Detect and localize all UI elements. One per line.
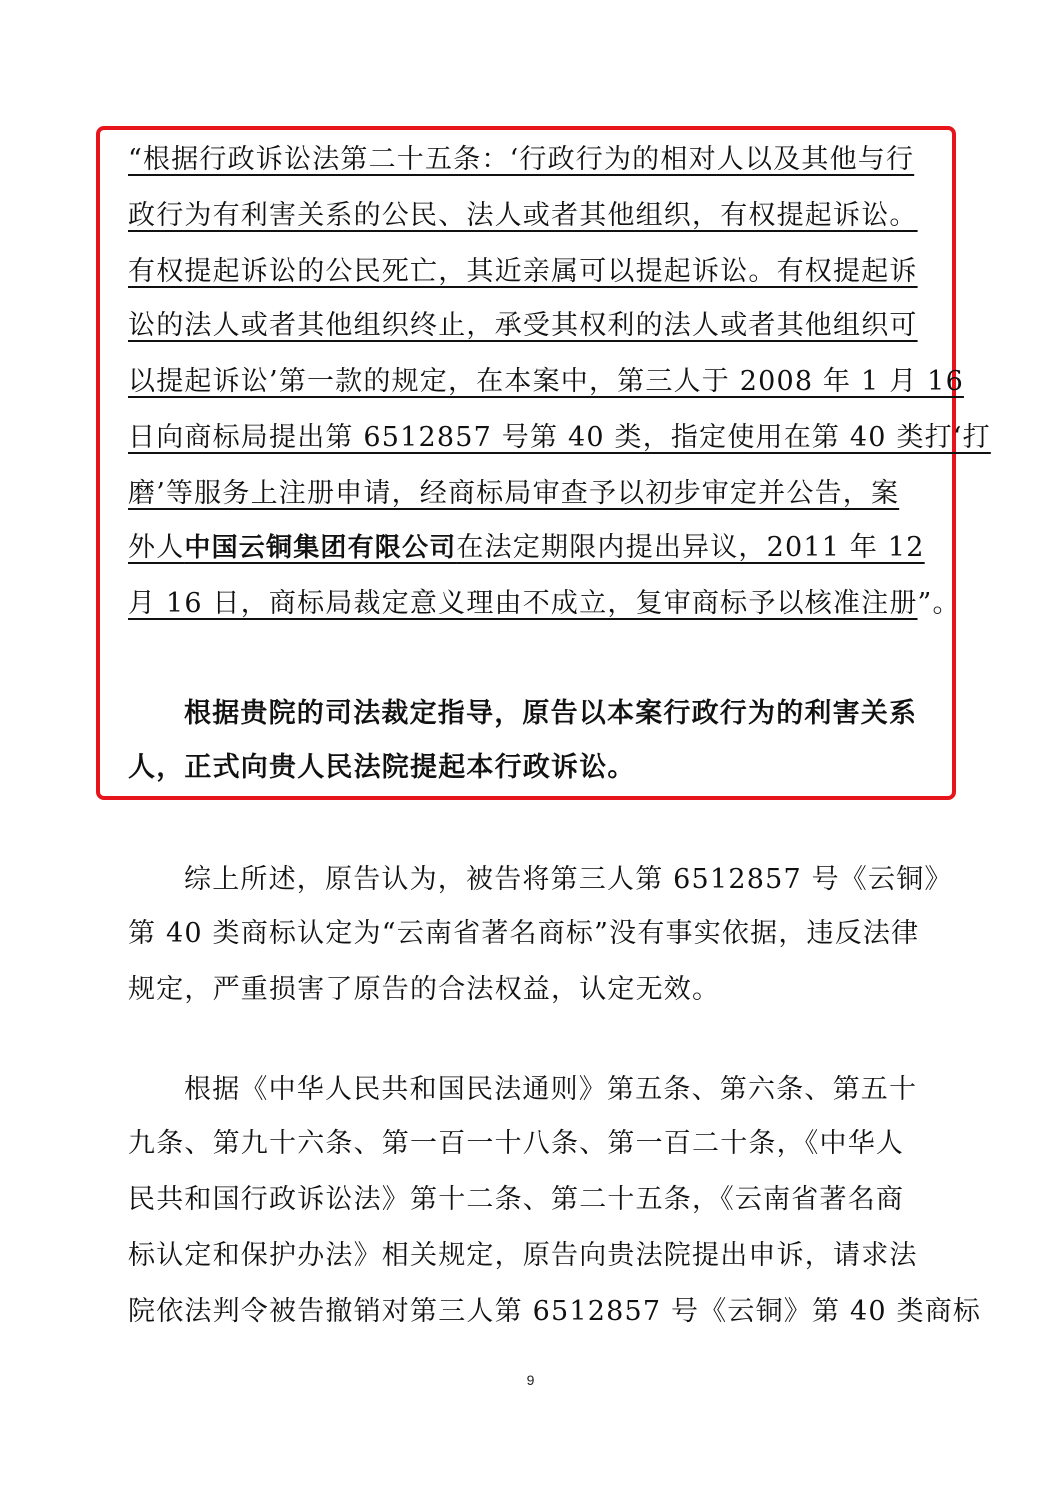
summary-line-3: 规定，严重损害了原告的合法权益，认定无效。	[128, 974, 721, 1005]
company-name: 中国云铜集团有限公司	[184, 533, 457, 563]
page-number: 9	[526, 1372, 535, 1388]
quote-line-2: 政行为有利害关系的公民、法人或者其他组织，有权提起诉讼。	[128, 200, 918, 231]
quote-line-5: 以提起诉讼’第一款的规定，在本案中，第三人于 2008 年 1 月 16	[128, 366, 964, 397]
bold-paragraph-line-2: 人，正式向贵人民法院提起本行政诉讼。	[128, 752, 636, 783]
quote-line-9: 月 16 日，商标局裁定意义理由不成立，复审商标予以核准注册”。	[128, 588, 961, 619]
quote-line-3: 有权提起诉讼的公民死亡，其近亲属可以提起诉讼。有权提起诉	[128, 256, 918, 287]
basis-line-4: 标认定和保护办法》相关规定，原告向贵法院提出申诉，请求法	[128, 1240, 918, 1271]
quote-line-7: 磨’等服务上注册申请，经商标局审查予以初步审定并公告，案	[128, 478, 900, 509]
basis-line-5: 院依法判令被告撤销对第三人第 6512857 号《云铜》第 40 类商标	[128, 1296, 982, 1327]
quote-line-8: 外人中国云铜集团有限公司在法定期限内提出异议，2011 年 12	[128, 532, 925, 563]
basis-line-2: 九条、第九十六条、第一百一十八条、第一百二十条，《中华人	[128, 1128, 905, 1159]
quote-line-4: 讼的法人或者其他组织终止，承受其权利的法人或者其他组织可	[128, 310, 918, 341]
summary-line-2: 第 40 类商标认定为“云南省著名商标”没有事实依据，违反法律	[128, 918, 920, 949]
quote-line-1: “根据行政诉讼法第二十五条：‘行政行为的相对人以及其他与行	[128, 144, 915, 175]
quote-line-6: 日向商标局提出第 6512857 号第 40 类，指定使用在第 40 类打‘打	[128, 422, 991, 453]
basis-line-1: 根据《中华人民共和国民法通则》第五条、第六条、第五十	[184, 1074, 918, 1105]
summary-line-1: 综上所述，原告认为，被告将第三人第 6512857 号《云铜》	[184, 864, 953, 895]
bold-paragraph-line-1: 根据贵院的司法裁定指导，原告以本案行政行为的利害关系	[184, 698, 918, 729]
basis-line-3: 民共和国行政诉讼法》第十二条、第二十五条，《云南省著名商	[128, 1184, 905, 1215]
